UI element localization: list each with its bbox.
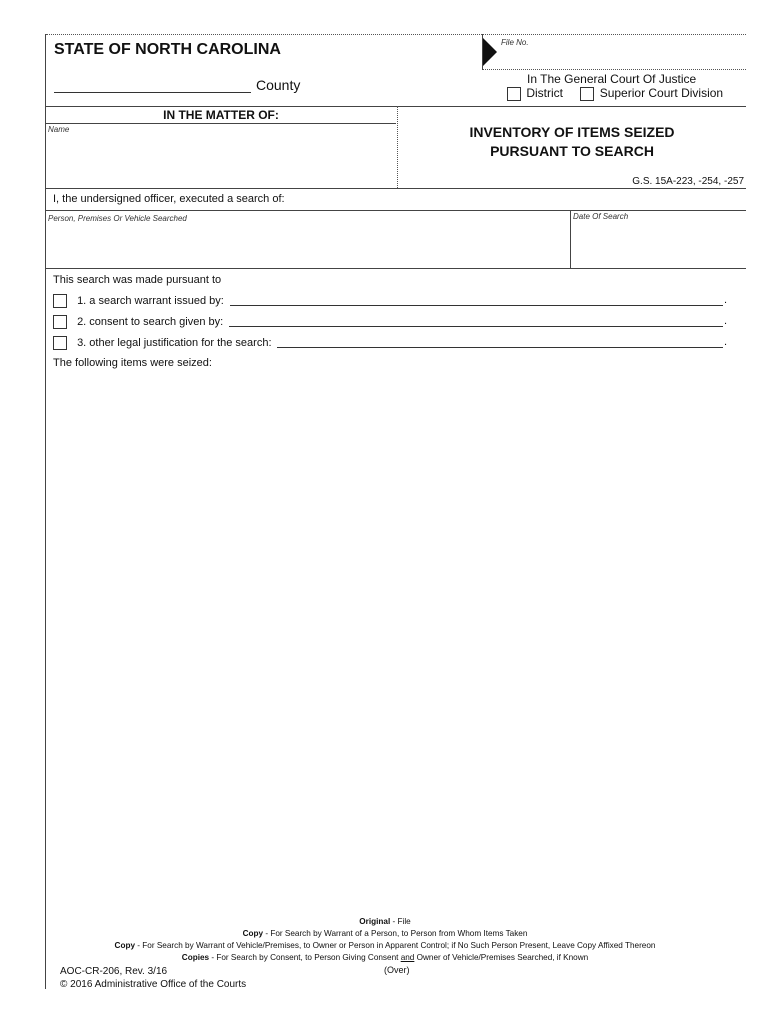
distribution-copies — [0, 953, 770, 962]
distribution-copy2 — [0, 941, 770, 950]
option3-row — [53, 336, 272, 350]
consent-checkbox[interactable] — [53, 315, 67, 329]
county-blank[interactable] — [54, 92, 251, 93]
superior-court-checkbox[interactable] — [580, 87, 594, 101]
officer-bottom-line — [46, 210, 746, 211]
officer-statement: I, the undersigned officer, executed a search of: — [53, 193, 285, 205]
copies-and: and — [400, 953, 415, 962]
option2-row — [53, 315, 223, 329]
court-line: In The General Court Of Justice — [527, 72, 697, 86]
matter-top-line — [46, 106, 746, 107]
subject-field[interactable] — [48, 226, 566, 264]
copy2-bold: Copy — [114, 941, 135, 950]
name-label: Name — [48, 125, 70, 134]
matter-heading: IN THE MATTER OF: — [163, 108, 279, 122]
items-intro: The following items were seized: — [53, 357, 212, 369]
option1-row — [53, 294, 224, 308]
form-title-line2: PURSUANT TO SEARCH — [490, 143, 654, 159]
court-division-row — [507, 86, 723, 101]
original-rest: - File — [390, 917, 411, 926]
copy2-rest: - For Search by Warrant of Vehicle/Premises, to Owner or Person in Apparent Control; if No Such Person Present, Leave Copy Affixed Thereon — [135, 941, 656, 950]
option3-label: 3. other legal justification for the search: — [77, 336, 272, 349]
option3-period: . — [724, 336, 728, 348]
seized-items-area[interactable] — [53, 374, 743, 904]
district-label: District — [526, 86, 564, 100]
option2-period: . — [724, 315, 728, 327]
form-number: AOC-CR-206, Rev. 3/16 — [60, 966, 168, 977]
copies-rest-b: Owner of Vehicle/Premises Searched, if Known — [414, 953, 589, 962]
other-justification-field[interactable] — [277, 347, 723, 348]
copy1-rest: - For Search by Warrant of a Person, to Person from Whom Items Taken — [263, 929, 528, 938]
option2-label: 2. consent to search given by: — [77, 315, 224, 328]
form-title-line1: INVENTORY OF ITEMS SEIZED — [469, 124, 675, 140]
consent-giver-field[interactable] — [229, 326, 723, 327]
state-title: STATE OF NORTH CAROLINA — [54, 41, 281, 58]
name-field[interactable] — [48, 136, 392, 186]
copies-rest-a: - For Search by Consent, to Person Giving Consent — [209, 953, 401, 962]
matter-heading-line — [46, 123, 396, 124]
top-border — [46, 34, 746, 35]
date-divider — [570, 210, 571, 268]
copies-bold: Copies — [181, 953, 210, 962]
search-bottom-line — [46, 268, 746, 269]
warrant-checkbox[interactable] — [53, 294, 67, 308]
superior-court-label: Superior Court Division — [599, 86, 724, 100]
officer-top-line — [46, 188, 746, 189]
county-label: County — [256, 77, 301, 93]
statute-reference: G.S. 15A-223, -254, -257 — [632, 176, 744, 187]
date-label: Date Of Search — [573, 212, 629, 221]
pursuant-intro: This search was made pursuant to — [53, 274, 222, 286]
file-no-field[interactable] — [535, 40, 740, 66]
option1-period: . — [724, 294, 728, 306]
warrant-issuer-field[interactable] — [230, 305, 723, 306]
left-border — [45, 34, 46, 989]
copy1-bold: Copy — [242, 929, 264, 938]
option1-label: 1. a search warrant issued by: — [77, 294, 224, 307]
other-justification-checkbox[interactable] — [53, 336, 67, 350]
subject-label: Person, Premises Or Vehicle Searched — [48, 214, 187, 223]
date-field[interactable] — [573, 226, 741, 264]
file-no-arrow-icon — [483, 38, 497, 66]
distribution-copy1 — [0, 929, 770, 938]
original-bold: Original — [359, 917, 391, 926]
file-no-underline — [483, 69, 746, 70]
file-no-label: File No. — [501, 38, 529, 47]
over-label: (Over) — [384, 965, 410, 975]
district-checkbox[interactable] — [507, 87, 521, 101]
distribution-original — [0, 917, 770, 926]
copyright: © 2016 Administrative Office of the Courts — [60, 979, 247, 990]
